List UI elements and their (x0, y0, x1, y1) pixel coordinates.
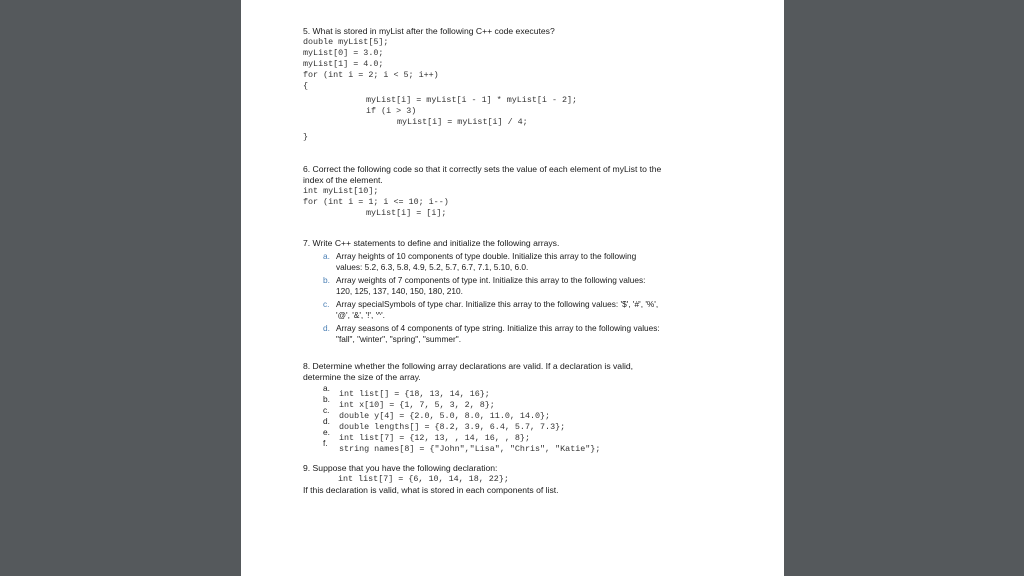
q5-code-line: myList[i] = myList[i] / 4; (397, 117, 528, 127)
q9-code: int list[7] = {6, 10, 14, 18, 22}; (338, 474, 509, 484)
q7-item-text: Array heights of 10 components of type double. Initialize this array to the following (336, 251, 637, 261)
q7-item-text: Array specialSymbols of type char. Initialize this array to the following values: '$', '#', '%', (336, 299, 659, 309)
q8-declaration (303, 438, 743, 454)
q7-item-marker: d. (323, 323, 330, 333)
q7-item-text-cont: 120, 125, 137, 140, 150, 180, 210. (336, 286, 463, 296)
q5-code-line: } (303, 132, 309, 142)
q8-declaration (303, 427, 743, 443)
q8-item-marker: b. (323, 394, 330, 404)
q8-item-marker: d. (323, 416, 330, 426)
q7-item (303, 299, 743, 321)
document-content (303, 26, 743, 496)
q8-declaration (303, 383, 743, 399)
q5-code-line: for (int i = 2; i < 5; i++) (303, 70, 439, 80)
q8-item-marker: c. (323, 405, 330, 415)
question-6-prompt: 6. Correct the following code so that it correctly sets the value of each element of myList to the (303, 164, 662, 174)
q5-code-line: if (i > 3) (366, 106, 417, 116)
q5-code-line: myList[1] = 4.0; (303, 59, 384, 69)
question-8-prompt: 8. Determine whether the following array declarations are valid. If a declaration is valid, (303, 361, 634, 371)
q7-item-list (303, 251, 743, 345)
q8-code: int list[] = {18, 13, 14, 16}; (339, 389, 490, 399)
question-9-followup: If this declaration is valid, what is stored in each components of list. (303, 485, 559, 495)
q8-code: double y[4] = {2.0, 5.0, 8.0, 11.0, 14.0}; (339, 411, 551, 421)
q8-item-marker: a. (323, 383, 330, 393)
q5-code-line: myList[i] = myList[i - 1] * myList[i - 2]; (366, 95, 578, 105)
q7-item-text-cont: "fall", "winter", "spring", "summer". (336, 334, 461, 344)
q8-code: double lengths[] = {8.2, 3.9, 6.4, 5.7, 7.3}; (339, 422, 566, 432)
q5-code-line: myList[0] = 3.0; (303, 48, 384, 58)
q8-item-marker: f. (323, 438, 328, 448)
q6-code-line: int myList[10]; (303, 186, 379, 196)
q6-code-line: for (int i = 1; i <= 10; i--) (303, 197, 449, 207)
q8-declaration (303, 394, 743, 410)
document-page (241, 0, 784, 576)
q7-item-text: Array weights of 7 components of type int. Initialize this array to the following values: (336, 275, 646, 285)
q7-item-text: Array seasons of 4 components of type string. Initialize this array to the following values: (336, 323, 660, 333)
q7-item (303, 251, 743, 273)
q7-item-marker: c. (323, 299, 330, 309)
question-7-prompt: 7. Write C++ statements to define and initialize the following arrays. (303, 238, 560, 248)
q7-item-marker: a. (323, 251, 330, 261)
q5-code-line: { (303, 81, 309, 91)
q6-code-line: myList[i] = [i]; (366, 208, 447, 218)
q8-code: int list[7] = {12, 13, , 14, 16, , 8}; (339, 433, 530, 443)
q7-item (303, 323, 743, 345)
q8-declaration (303, 416, 743, 432)
q7-item-marker: b. (323, 275, 330, 285)
q5-code-line: double myList[5]; (303, 37, 389, 47)
question-8-prompt-cont: determine the size of the array. (303, 372, 421, 382)
q8-declaration (303, 405, 743, 421)
question-6-prompt-cont: index of the element. (303, 175, 383, 185)
q8-item-marker: e. (323, 427, 330, 437)
q7-item (303, 275, 743, 297)
q7-item-text-cont: values: 5.2, 6.3, 5.8, 4.9, 5.2, 5.7, 6.7, 7.1, 5.10, 6.0. (336, 262, 529, 272)
q7-item-text-cont: '@', '&', '!', '^'. (336, 310, 385, 320)
q8-code: int x[10] = {1, 7, 5, 3, 2, 8}; (339, 400, 495, 410)
question-5-prompt: 5. What is stored in myList after the following C++ code executes? (303, 26, 555, 36)
q8-code: string names[8] = {"John","Lisa", "Chris", "Katie"}; (339, 444, 601, 454)
question-9-prompt: 9. Suppose that you have the following declaration: (303, 463, 498, 473)
